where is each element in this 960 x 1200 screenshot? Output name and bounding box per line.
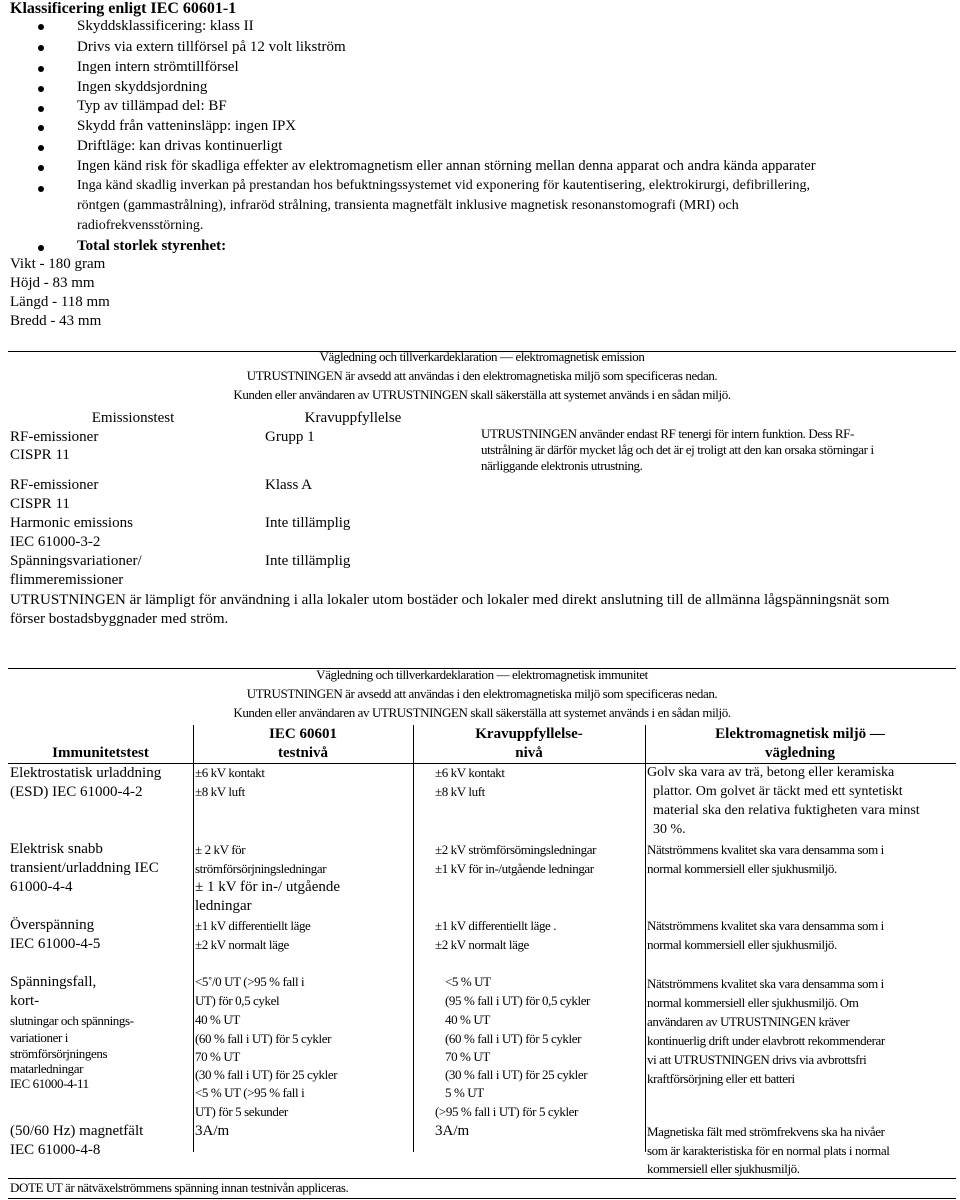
- immunity-env: Nätströmmens kvalitet ska vara densamma som i: [647, 976, 884, 991]
- column-header-level: Kravuppfyllelse-: [475, 726, 583, 742]
- immunity-iec: ±8 kV luft: [195, 784, 245, 799]
- immunity-level: (30 % fall i UT) för 25 cykler: [445, 1067, 588, 1082]
- immunity-env: normal kommersiell eller sjukhusmiljö.: [647, 861, 837, 876]
- immunity-iec: 3A/m: [195, 1123, 230, 1139]
- immunity-env: normal kommersiell eller sjukhusmiljö.: [647, 937, 837, 952]
- size-line: Vikt - 180 gram: [10, 256, 106, 272]
- emission-footer-line: UTRUSTNINGEN är lämpligt för användning i alla lokaler utom bostäder och lokaler med direkt anslutning till de allmänna lågspänningsnät som: [10, 592, 890, 608]
- size-title: Total storlek styrenhet:: [77, 238, 227, 254]
- immunity-test: transient/urladdning IEC: [10, 860, 159, 876]
- immunity-env: material ska den relativa fuktigheten vara minst: [653, 803, 920, 818]
- immunity-header-line: UTRUSTNINGEN är avsedd att användas i den elektromagnetiska miljö som specificeras nedan.: [246, 686, 718, 701]
- emission-compliance: Inte tillämplig: [265, 515, 351, 531]
- immunity-level: (95 % fall i UT) för 0,5 cykler: [445, 993, 590, 1008]
- column-header-env: Elektromagnetisk miljö —: [715, 726, 885, 742]
- immunity-iec: ±1 kV differentiellt läge: [195, 918, 311, 933]
- bullet-item: Ingen skyddsjordning: [77, 79, 208, 95]
- column-header-iec: testnivå: [278, 745, 328, 761]
- emission-test: RF-emissioner: [10, 429, 99, 445]
- column-header-test: Immunitetstest: [52, 745, 149, 761]
- immunity-test: slutningar och spännings-: [10, 1013, 134, 1028]
- immunity-test: IEC 61000-4-11: [10, 1076, 89, 1091]
- emission-test: flimmeremissioner: [10, 572, 124, 588]
- immunity-env: normal kommersiell eller sjukhusmiljö. Om: [647, 995, 859, 1010]
- emission-compliance: Klass A: [265, 477, 313, 493]
- immunity-level: ±1 kV differentiellt läge .: [435, 918, 557, 933]
- immunity-level: <5 % UT: [445, 974, 491, 989]
- column-header-test: Emissionstest: [91, 410, 175, 426]
- immunity-level: ±2 kV strömförsömingsledningar: [435, 842, 596, 857]
- emission-header-line: Vägledning och tillverkardeklaration — elektromagnetisk emission: [319, 349, 645, 364]
- column-header-env: vägledning: [764, 745, 836, 761]
- immunity-test: Överspänning: [10, 917, 95, 933]
- immunity-iec: (60 % fall i UT) för 5 cykler: [195, 1031, 332, 1046]
- table-border: [8, 1198, 956, 1199]
- classification-title: Klassificering enligt IEC 60601-1: [10, 0, 237, 17]
- immunity-test: matarledningar: [10, 1061, 84, 1076]
- bullet-dot: [38, 86, 44, 92]
- immunity-test: Elektrisk snabb: [10, 841, 103, 857]
- immunity-level: ±2 kV normalt läge: [435, 937, 529, 952]
- immunity-iec: ± 1 kV för in-/ utgående: [195, 879, 341, 895]
- emission-compliance: Inte tillämplig: [265, 553, 351, 569]
- immunity-iec: <5˚/0 UT (>95 % fall i: [195, 974, 305, 989]
- emission-guidance-line: UTRUSTNINGEN använder endast RF tenergi för intern funktion. Dess RF-: [481, 426, 854, 441]
- immunity-iec: strömförsörjningsledningar: [195, 861, 327, 876]
- bullet-dot: [38, 45, 44, 51]
- immunity-test: variationer i: [10, 1030, 68, 1045]
- bullet-item: Ingen intern strömtillförsel: [77, 59, 239, 75]
- bullet-dot: [38, 145, 44, 151]
- immunity-env: Magnetiska fält med strömfrekvens ska ha nivåer: [647, 1124, 885, 1139]
- immunity-iec: <5 % UT (>95 % fall i: [195, 1085, 305, 1100]
- emission-test: IEC 61000-3-2: [10, 534, 101, 550]
- immunity-level: ±8 kV luft: [435, 784, 485, 799]
- emission-header-line: UTRUSTNINGEN är avsedd att användas i den elektromagnetiska miljö som specificeras nedan.: [246, 368, 718, 383]
- immunity-test: strömförsörjningens: [10, 1046, 108, 1061]
- table-rule: [645, 725, 646, 1152]
- immunity-header-line: Vägledning och tillverkardeklaration — elektromagnetisk immunitet: [316, 667, 648, 682]
- immunity-env: användaren av UTRUSTNINGEN kräver: [647, 1014, 850, 1029]
- emission-test: CISPR 11: [10, 496, 70, 512]
- emission-compliance: Grupp 1: [265, 429, 315, 445]
- immunity-level: 40 % UT: [445, 1012, 490, 1027]
- immunity-env: Nätströmmens kvalitet ska vara densamma som i: [647, 918, 884, 933]
- bullet-item: Driftläge: kan drivas kontinuerligt: [77, 138, 283, 154]
- immunity-iec: (30 % fall i UT) för 25 cykler: [195, 1067, 338, 1082]
- immunity-level: (>95 % fall i UT) för 5 cykler: [435, 1104, 578, 1119]
- bullet-item: Drivs via extern tillförsel på 12 volt likström: [77, 39, 346, 55]
- immunity-env: kommersiell eller sjukhusmiljö.: [647, 1161, 800, 1176]
- immunity-iec: 70 % UT: [195, 1049, 240, 1064]
- immunity-header-line: Kunden eller användaren av UTRUSTNINGEN skall säkerställa att systemet används i en sådan miljö.: [233, 705, 731, 720]
- immunity-level: ±1 kV för in-/utgående ledningar: [435, 861, 594, 876]
- immunity-test: Elektrostatisk urladdning: [10, 765, 162, 781]
- bullet-item-line: röntgen (gammastrålning), infraröd strålning, transienta magnetfält inklusive magnetisk resonanstomografi (MRI) och: [77, 198, 739, 213]
- immunity-iec: ledningar: [195, 898, 252, 914]
- immunity-test: IEC 61000-4-5: [10, 936, 101, 952]
- bullet-dot: [38, 165, 44, 171]
- table-rule: [8, 1178, 956, 1179]
- immunity-level: 5 % UT: [445, 1085, 484, 1100]
- bullet-item: Ingen känd risk för skadliga effekter av elektromagnetism eller annan störning mellan denna apparat och andra kända apparater: [77, 158, 816, 174]
- bullet-dot: [38, 186, 44, 192]
- immunity-iec: UT) för 5 sekunder: [195, 1104, 288, 1119]
- immunity-note: DOTE UT är nätväxelströmmens spänning innan testnivån appliceras.: [10, 1180, 349, 1195]
- immunity-env: Nätströmmens kvalitet ska vara densamma som i: [647, 842, 884, 857]
- immunity-iec: ±6 kV kontakt: [195, 765, 265, 780]
- immunity-env: Golv ska vara av trä, betong eller keramiska: [647, 765, 895, 780]
- column-header-compliance: Kravuppfyllelse: [304, 410, 402, 426]
- bullet-item: Typ av tillämpad del: BF: [77, 98, 227, 114]
- immunity-env: kraftförsörjning eller ett batteri: [647, 1071, 795, 1086]
- emission-test: RF-emissioner: [10, 477, 99, 493]
- bullet-dot: [38, 245, 44, 251]
- bullet-dot: [38, 66, 44, 72]
- table-rule: [413, 725, 414, 1152]
- bullet-item-line: radiofrekvensstörning.: [77, 218, 204, 233]
- immunity-env: som är karakteristiska för en normal plats i normal: [647, 1143, 890, 1158]
- bullet-item: Skyddsklassificering: klass II: [77, 18, 254, 34]
- emission-test: Spänningsvariationer/: [10, 553, 142, 569]
- immunity-test: 61000-4-4: [10, 879, 73, 895]
- immunity-env: vi att UTRUSTNINGEN drivs via avbrottsfri: [647, 1052, 867, 1067]
- column-header-iec: IEC 60601: [269, 726, 337, 742]
- bullet-dot: [38, 125, 44, 131]
- emission-header-line: Kunden eller användaren av UTRUSTNINGEN skall säkerställa att systemet används i en sådan miljö.: [233, 387, 731, 402]
- immunity-test: (50/60 Hz) magnetfält: [10, 1123, 144, 1139]
- bullet-dot: [38, 106, 44, 112]
- immunity-test: IEC 61000-4-8: [10, 1142, 101, 1158]
- immunity-iec: ± 2 kV för: [195, 842, 246, 857]
- emission-test: CISPR 11: [10, 447, 70, 463]
- emission-test: Harmonic emissions: [10, 515, 133, 531]
- immunity-env: kontinuerlig drift under elavbrott rekommenderar: [647, 1033, 885, 1048]
- emission-guidance-line: utstrålning är därför mycket låg och det är ej troligt att den kan orsaka störningar i: [481, 442, 874, 457]
- immunity-level: 3A/m: [435, 1123, 470, 1139]
- size-line: Längd - 118 mm: [10, 294, 110, 310]
- bullet-item: Skydd från vatteninsläpp: ingen IPX: [77, 118, 297, 134]
- immunity-test: kort-: [10, 993, 40, 1009]
- size-line: Höjd - 83 mm: [10, 275, 95, 291]
- emission-footer-line: förser bostadsbyggnader med ström.: [10, 611, 229, 627]
- immunity-level: (60 % fall i UT) för 5 cykler: [445, 1031, 582, 1046]
- column-header-level: nivå: [515, 745, 543, 761]
- immunity-level: 70 % UT: [445, 1049, 490, 1064]
- size-line: Bredd - 43 mm: [10, 313, 102, 329]
- bullet-item-line: Inga känd skadlig inverkan på prestandan hos befuktningssystemet vid exponering för kautentisering, elektrokirurgi, defibrillering,: [77, 178, 810, 193]
- immunity-test: (ESD) IEC 61000-4-2: [10, 784, 143, 800]
- immunity-iec: 40 % UT: [195, 1012, 240, 1027]
- emission-guidance-line: närliggande elektronis utrustning.: [481, 458, 643, 473]
- bullet-dot: [38, 24, 44, 30]
- immunity-env: 30 %.: [653, 822, 686, 837]
- immunity-level: ±6 kV kontakt: [435, 765, 505, 780]
- immunity-iec: ±2 kV normalt läge: [195, 937, 289, 952]
- immunity-env: plattor. Om golvet är täckt med ett syntetiskt: [653, 784, 903, 799]
- immunity-iec: UT) för 0,5 cykel: [195, 993, 280, 1008]
- immunity-test: Spänningsfall,: [10, 974, 97, 990]
- table-rule: [193, 725, 194, 1152]
